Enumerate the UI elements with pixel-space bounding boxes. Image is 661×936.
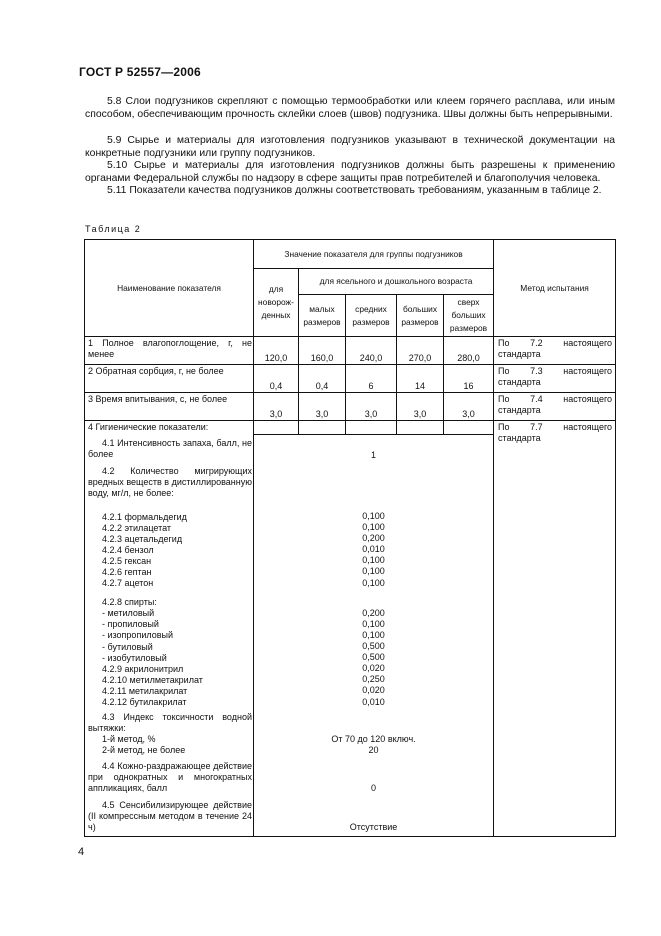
substance-value: 0,100 bbox=[362, 577, 385, 588]
substance-value: 0,020 bbox=[362, 685, 385, 696]
substance-name: 4.2.10 метилметакрилат bbox=[102, 674, 203, 685]
skin-irritation-value: 0 bbox=[371, 782, 377, 793]
alcohol-name: - пропиловый bbox=[102, 619, 159, 630]
header-large: больших размеров bbox=[397, 295, 444, 337]
header-small: малых размеров bbox=[299, 295, 346, 337]
alcohol-value: 0,100 bbox=[362, 629, 385, 640]
header-preschool: для ясельного и дошкольного возраста bbox=[299, 269, 494, 295]
substance-value: 0,020 bbox=[362, 663, 385, 674]
row-method: По 7.3 настоящего стандарта bbox=[494, 365, 616, 393]
substance-name: 4.2.3 ацетальдегид bbox=[102, 533, 183, 544]
row-method: По 7.2 настоящего стандарта bbox=[494, 337, 616, 365]
substance-name: 4.2.5 гексан bbox=[102, 555, 152, 566]
paragraph-5-8: 5.8 Слои подгузников скрепляют с помощью термообработки или клеем горячего расплава, или иным способом, обеспечивающим прочность склейки слоев (швов) подгузника. Швы должны быть непрерывными. bbox=[85, 96, 615, 120]
header-newborn bbox=[254, 269, 299, 337]
table-caption: Таблица 2 bbox=[85, 224, 142, 234]
row-name: 3 Время впитывания, с, не более bbox=[85, 393, 254, 421]
substance-value: 0,100 bbox=[362, 566, 385, 577]
sensitization-value: Отсутствие bbox=[349, 821, 398, 832]
table-row bbox=[85, 421, 616, 435]
substance-name: 4.2.9 акрилонитрил bbox=[102, 663, 184, 674]
empty-cell bbox=[346, 421, 397, 435]
substance-value: 0,250 bbox=[362, 674, 385, 685]
alcohol-name: - метиловый bbox=[102, 608, 155, 619]
header-group-value: Значение показателя для группы подгузников bbox=[254, 240, 494, 269]
substance-name: 4.2.11 метилакрилат bbox=[102, 685, 188, 696]
paragraph-5-9: 5.9 Сырье и материалы для изготовления подгузников указывают в технической документации на конкретные подгузники или группу подгузников. bbox=[85, 135, 615, 159]
table-row bbox=[85, 365, 616, 393]
substance-value: 0,100 bbox=[362, 511, 385, 521]
alcohol-value: 0,500 bbox=[362, 641, 385, 652]
empty-cell bbox=[397, 421, 444, 435]
alcohol-value: 0,200 bbox=[362, 607, 385, 618]
empty-cell bbox=[254, 421, 299, 435]
substance-value: 0,200 bbox=[362, 533, 385, 544]
quality-table bbox=[84, 239, 616, 837]
row-value: 3,0 bbox=[299, 393, 346, 421]
header-method: Метод испытания bbox=[494, 240, 616, 337]
substance-name: 4.2.12 бутилакрилат bbox=[102, 697, 187, 707]
alcohol-name: - бутиловый bbox=[102, 641, 153, 652]
row-value: 120,0 bbox=[254, 337, 299, 365]
substance-name: 4.2.6 гептан bbox=[102, 566, 152, 577]
substance-name: 4.2.4 бензол bbox=[102, 544, 154, 555]
migration-name: 4.2 Количество мигрирующих вредных веществ в дистиллированную воду, мг/л, не более: bbox=[88, 465, 252, 498]
toxicity-method-1: 1-й метод, % bbox=[102, 734, 156, 745]
page-number: 4 bbox=[78, 846, 85, 858]
alcohol-value: 0,500 bbox=[362, 652, 385, 663]
hygiene-title: 4 Гигиенические показатели: bbox=[85, 421, 254, 435]
paragraph-5-11: 5.11 Показатели качества подгузников должны соответствовать требованиям, указанным в таблице 2. bbox=[107, 185, 602, 196]
table-row bbox=[85, 337, 616, 365]
empty-cell bbox=[444, 421, 494, 435]
header-xlarge: сверх больших размеров bbox=[444, 295, 494, 337]
row-value: 280,0 bbox=[444, 337, 494, 365]
substance-name: 4.2.1 формальдегид bbox=[102, 511, 187, 522]
header-medium: средних размеров bbox=[346, 295, 397, 337]
row-value: 160,0 bbox=[299, 337, 346, 365]
row-value: 0,4 bbox=[299, 365, 346, 393]
document-header: ГОСТ Р 52557—2006 bbox=[79, 65, 201, 79]
toxicity-method-2: 2-й метод, не более bbox=[102, 745, 186, 756]
toxicity-value-2: 20 bbox=[368, 744, 379, 755]
row-name: 2 Обратная сорбция, г, не более bbox=[85, 365, 254, 393]
row-value: 14 bbox=[397, 365, 444, 393]
substance-name: 4.2.2 этилацетат bbox=[102, 522, 172, 533]
sensitization-name: 4.5 Сенсибилизирующее действие (II компрессным методом в течение 24 ч) bbox=[88, 800, 252, 833]
alcohols-title: 4.2.8 спирты: bbox=[102, 597, 157, 608]
substance-value: 0,100 bbox=[362, 522, 385, 533]
row-value: 240,0 bbox=[346, 337, 397, 365]
row-value: 16 bbox=[444, 365, 494, 393]
header-newborn-label: для новорож-денных bbox=[258, 284, 294, 320]
substance-name: 4.2.7 ацетон bbox=[102, 578, 154, 589]
row-value: 6 bbox=[346, 365, 397, 393]
alcohol-name: - изопропиловый bbox=[102, 630, 173, 641]
row-value: 3,0 bbox=[254, 393, 299, 421]
row-name: 1 Полное влагопоглощение, г, не менее bbox=[85, 337, 254, 365]
smell-name: 4.1 Интенсивность запаха, балл, не более bbox=[88, 437, 252, 459]
row-value: 3,0 bbox=[397, 393, 444, 421]
toxicity-name: 4.3 Индекс токсичности водной вытяжки: bbox=[88, 712, 252, 734]
paragraph-5-10: 5.10 Сырье и материалы для изготовления подгузников должны быть разрешены к применению органами Федеральной службы по надзору в сфере защиты прав потребителей и благополучия человека. bbox=[85, 160, 615, 184]
row-value: 270,0 bbox=[397, 337, 444, 365]
row-value: 3,0 bbox=[346, 393, 397, 421]
row-method: По 7.4 настоящего стандарта bbox=[494, 393, 616, 421]
table-row bbox=[85, 393, 616, 421]
substance-value: 0,100 bbox=[362, 555, 385, 566]
hygiene-method: По 7.7 настоящего стандарта bbox=[494, 421, 616, 837]
hygiene-names bbox=[85, 435, 254, 837]
row-value: 0,4 bbox=[254, 365, 299, 393]
smell-value: 1 bbox=[371, 450, 377, 460]
toxicity-value-1: От 70 до 120 включ. bbox=[331, 733, 416, 744]
header-name-col: Наименование показателя bbox=[85, 240, 254, 337]
row-value: 3,0 bbox=[444, 393, 494, 421]
alcohol-value: 0,100 bbox=[362, 618, 385, 629]
substance-value: 0,010 bbox=[362, 696, 385, 707]
skin-irritation-name: 4.4 Кожно-раздражающее действие при однократных и многократных аппликациях, балл bbox=[88, 761, 252, 794]
hygiene-values bbox=[254, 435, 494, 837]
empty-cell bbox=[299, 421, 346, 435]
alcohol-name: - изобутиловый bbox=[102, 652, 167, 663]
substance-value: 0,010 bbox=[362, 544, 385, 555]
